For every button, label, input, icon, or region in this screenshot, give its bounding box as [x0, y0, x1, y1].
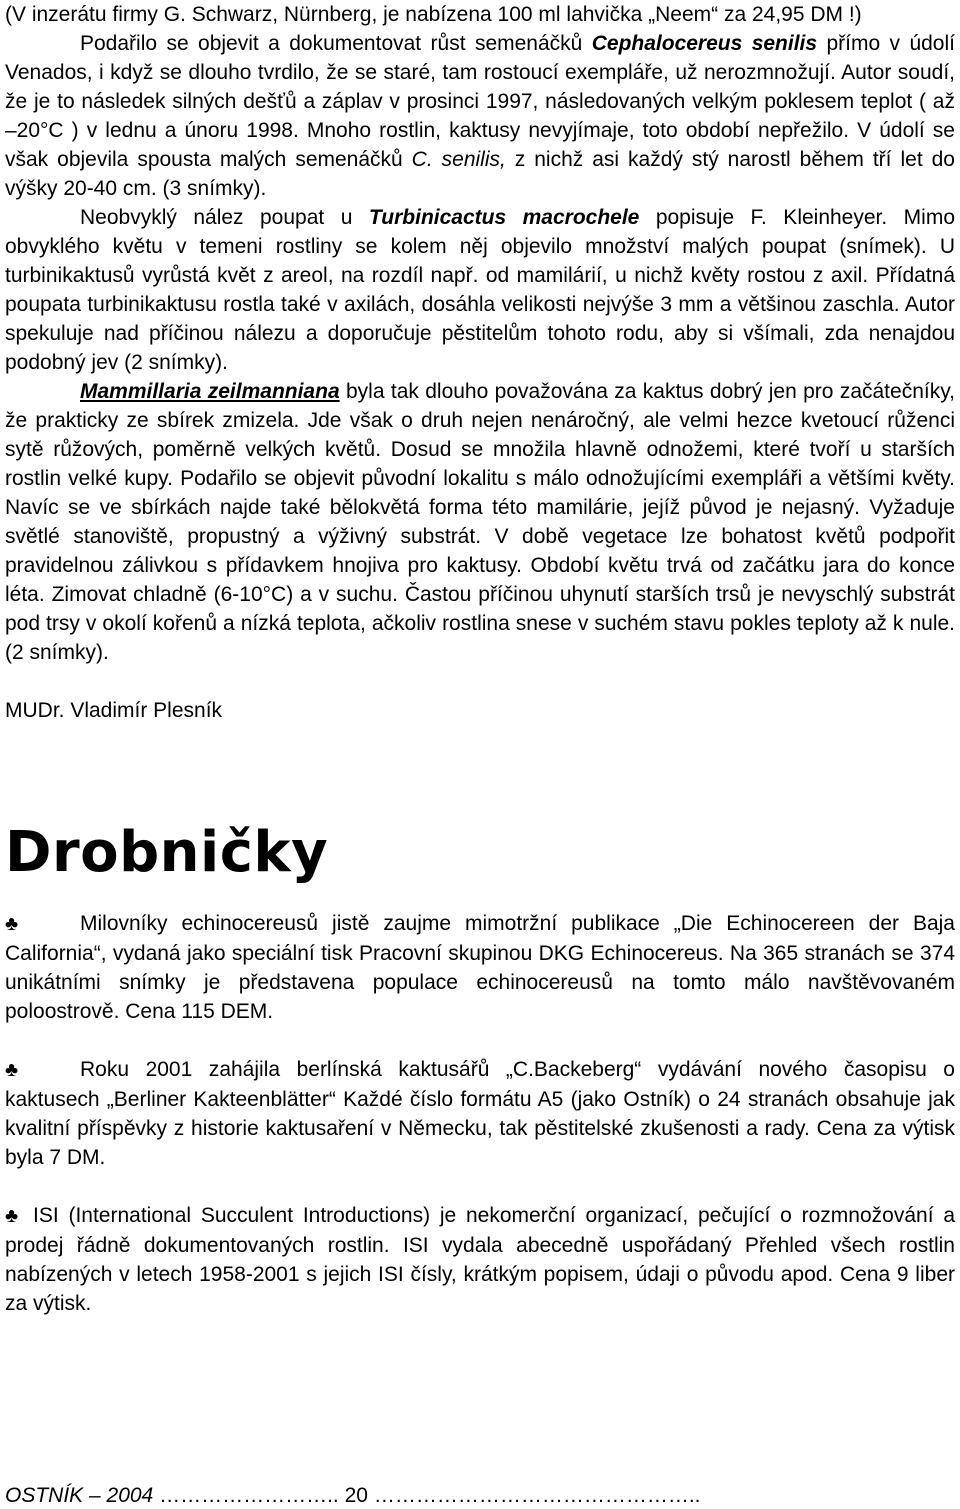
- paragraph-text: z nichž asi každý stý narostl během tří let do výšky 20-40 cm. (3 snímky).: [5, 148, 955, 200]
- news-item-text: ISI (International Succulent Introductions) je nekomerční organizací, pečující o rozmnožování a prodej řádně dokumentovaných rostlin. ISI vydala abecedně uspořádaný Přehled všech rostlin nabízených v letech 1958-2001 s jejich ISI čísly, krátkým popisem, údaji o původu apod. Cena 9 liber za výtisk.: [5, 1204, 955, 1315]
- club-suit-icon: ♣: [5, 1059, 19, 1081]
- paragraph-text: byla tak dlouho považována za kaktus dobrý jen pro začátečníky, že prakticky ze sbírek zmizela. Jde však o druh nejen nenáročný, ale velmi hezce kvetoucí růženci sytě růžových, poměrně velkých květů. Dosud se množila hlavně odnožemi, které tvoří u starších rostlin velké kupy. Podařilo se objevit původní lokalitu s málo odnožujícími exempláři a většími květy. Navíc se ve sbírkách najde také bělokvětá forma této mamilárie, jejíž původ je nejasný. Vyžaduje světlé stanoviště, propustný a výživný substrát. V době vegetace lze bohatost květů podpořit pravidelnou zálivkou s přídavkem hnojiva pro kaktusy. Období květu trvá od začátku jara do konce léta. Zimovat chladně (6-10°C) a v suchu. Častou příčinou uhynutí starších trsů je nevyschlý substrát pod trsy v okolí kořenů a nízká teplota, ačkoliv rostlina snese v suchém stavu pokles teploty až k nule. (2 snímky).: [5, 380, 955, 664]
- paragraph-cephalocereus: [5, 29, 955, 203]
- footer-dots: ………………………………………..: [373, 1484, 701, 1507]
- club-suit-icon: ♣: [5, 1205, 19, 1227]
- footer-publication: OSTNÍK – 2004: [5, 1484, 154, 1507]
- paragraph-text: popisuje F. Kleinheyer. Mimo obvyklého květu v temeni rostliny se kolem něj objevilo množství malých poupat (snímek). U turbinikaktusů vyrůstá květ z areol, na rozdíl např. od mamilárií, u nichž květy rostou z axil. Přídatná poupata turbinikaktusu rostla také v axilách, dosáhla velikosti nejvýše 3 mm a většinou zaschla. Autor spekuluje nad příčinou nálezu a doporučuje pěstitelům tohoto rodu, aby si všímali, zda nenajdou podobný jev (2 snímky).: [5, 206, 956, 374]
- page-footer: [5, 1484, 700, 1508]
- species-name-cephalocereus: Cephalocereus senilis: [591, 32, 818, 55]
- news-item: [5, 909, 955, 1026]
- club-suit-icon: ♣: [5, 913, 19, 935]
- news-item: [5, 1201, 955, 1318]
- news-item-text: Roku 2001 zahájila berlínská kaktusářů „C.Backeberg“ vydávání nového časopisu o kaktusech „Berliner Kakteenblätter“ Každé číslo formátu A5 (jako Ostník) o 24 stranách obsahuje jak kvalitní příspěvky z historie kaktusaření v Německu, tak pěstitelské zkušenosti a rady. Cena za výtisk byla 7 DM.: [5, 1058, 955, 1169]
- spacer: [5, 1172, 955, 1201]
- spacer: [5, 1026, 955, 1055]
- species-abbrev-senilis: C. senilis,: [411, 148, 506, 171]
- section-heading: Drobničky: [5, 820, 329, 885]
- page-number: 20: [344, 1484, 368, 1507]
- article-author: MUDr. Vladimír Plesník: [5, 699, 223, 722]
- paragraph-turbinicactus: [5, 203, 955, 377]
- species-name-turbinicactus: Turbinicactus macrochele: [368, 206, 640, 229]
- paragraph-text: Neobvyklý nález poupat u: [80, 206, 369, 229]
- document-page: [5, 0, 955, 1318]
- news-item: [5, 1055, 955, 1172]
- paragraph-text: přímo v údolí Venados, i když se dlouho tvrdilo, že se staré, tam rostoucí exempláře, už nerozmnožují. Autor soudí, že je to následek silných dešťů a záplav v prosinci 1997, následovaných velkým poklesem teplot ( až –20°C ) v lednu a únoru 1998. Mnoho rostlin, kaktusy nevyjímaje, toto období nepřežilo. V údolí se však objevila spousta malých semenáčků: [5, 32, 955, 171]
- footer-dots: ……………………..: [159, 1484, 339, 1507]
- paragraph-neem-ad: (V inzerátu firmy G. Schwarz, Nürnberg, je nabízena 100 ml lahvička „Neem“ za 24,95 DM !): [5, 3, 862, 26]
- paragraph-mammillaria: [5, 377, 955, 667]
- news-item-text: Milovníky echinocereusů jistě zaujme mimotržní publikace „Die Echinocereen der Baja California“, vydaná jako speciální tisk Pracovní skupinou DKG Echinocereus. Na 365 stranách se 374 unikátními snímky je představena populace echinocereusů na tomto málo navštěvovaném poloostrově. Cena 115 DEM.: [5, 912, 955, 1023]
- paragraph-text: Podařilo se objevit a dokumentovat růst semenáčků: [80, 32, 592, 55]
- species-name-mammillaria: Mammillaria zeilmanniana: [80, 380, 340, 403]
